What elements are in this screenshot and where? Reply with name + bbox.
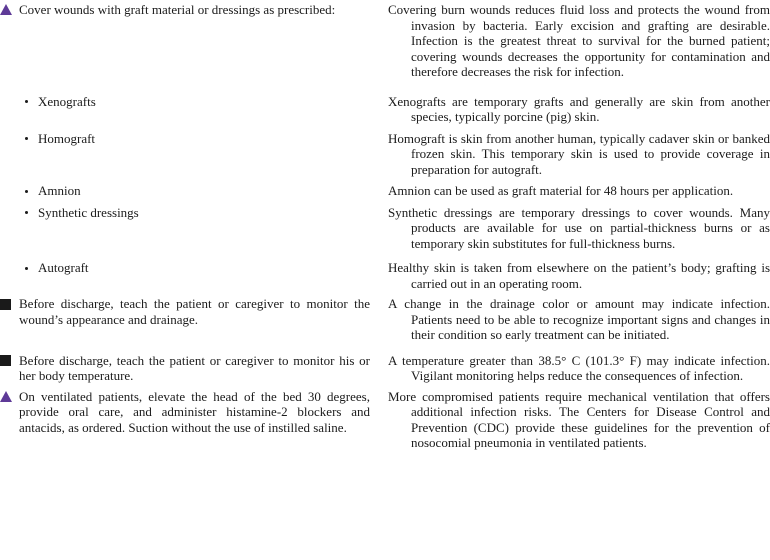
guideline-row	[0, 389, 770, 451]
guideline-row	[0, 296, 770, 343]
triangle-bullet-icon	[0, 391, 12, 402]
intervention-text: Homograft	[38, 130, 96, 146]
rationale-text: Healthy skin is taken from elsewhere on the patient’s body; grafting is carried out in an operating room.	[388, 260, 770, 291]
intervention-text: Xenografts	[38, 93, 96, 109]
intervention-item	[0, 296, 370, 327]
rationale-text: More compromised patients require mechanical ventilation that offers additional infection risks. The Centers for Disease Control and Prevention (CDC) provide these guidelines for the prevention of nosocomial pneumonia in ventilated patients.	[388, 388, 770, 450]
dot-bullet-icon	[25, 137, 28, 140]
guideline-row	[0, 131, 770, 178]
guideline-row	[0, 183, 770, 199]
dot-bullet-icon	[25, 190, 28, 193]
intervention-text: Synthetic dressings	[38, 204, 139, 220]
guideline-row	[0, 94, 770, 125]
rationale-text: Homograft is skin from another human, typically cadaver skin or banked frozen skin. This temporary skin is used to provide coverage in preparation for autograft.	[388, 130, 770, 177]
rationale-text: Xenografts are temporary grafts and generally are skin from another species, typically porcine (pig) skin.	[388, 93, 770, 124]
intervention-item	[0, 353, 370, 384]
intervention-text: Amnion	[38, 183, 81, 198]
rationale-text: A change in the drainage color or amount may indicate infection. Patients need to be able to recognize important signs and changes in their condition so early treatment can be initiated.	[388, 296, 770, 342]
rationale-text: Synthetic dressings are temporary dressings to cover wounds. Many products are available for use on partial-thickness burns or as temporary skin substitutes for full-thickness burns.	[388, 204, 770, 251]
guideline-row	[0, 205, 770, 252]
rationale-text: Covering burn wounds reduces fluid loss and protects the wound from invasion by bacteria. Early excision and grafting are desirable. Infection is the greatest threat to survival for the burned patient; covering wounds decreases the opportunity for contamination and therefore decreases the risk for infection.	[388, 2, 770, 79]
intervention-item	[0, 389, 370, 436]
intervention-item	[0, 183, 370, 199]
rationale-text: A temperature greater than 38.5° C (101.3° F) may indicate infection. Vigilant monitoring helps reduce the consequences of infection.	[388, 352, 770, 383]
intervention-text: Before discharge, teach the patient or caregiver to monitor the wound’s appearance and drainage.	[19, 296, 370, 327]
guideline-row	[0, 2, 770, 80]
intervention-item	[0, 2, 370, 18]
intervention-item	[0, 131, 370, 147]
guideline-row	[0, 260, 770, 291]
rationale-text: Amnion can be used as graft material for 48 hours per application.	[388, 183, 734, 198]
intervention-text: On ventilated patients, elevate the head of the bed 30 degrees, provide oral care, and administer histamine-2 blockers and antacids, as ordered. Suction without the use of instilled saline.	[19, 388, 370, 435]
dot-bullet-icon	[25, 100, 28, 103]
intervention-text: Before discharge, teach the patient or caregiver to monitor his or her body temperature.	[19, 352, 370, 383]
intervention-item	[0, 205, 370, 221]
square-bullet-icon	[0, 355, 11, 366]
intervention-item	[0, 260, 370, 276]
intervention-text: Cover wounds with graft material or dressings as prescribed:	[19, 2, 336, 17]
intervention-item	[0, 94, 370, 110]
intervention-text: Autograft	[38, 260, 89, 275]
square-bullet-icon	[0, 299, 11, 310]
dot-bullet-icon	[25, 211, 28, 214]
guideline-row	[0, 353, 770, 384]
dot-bullet-icon	[25, 267, 28, 270]
triangle-bullet-icon	[0, 4, 12, 15]
